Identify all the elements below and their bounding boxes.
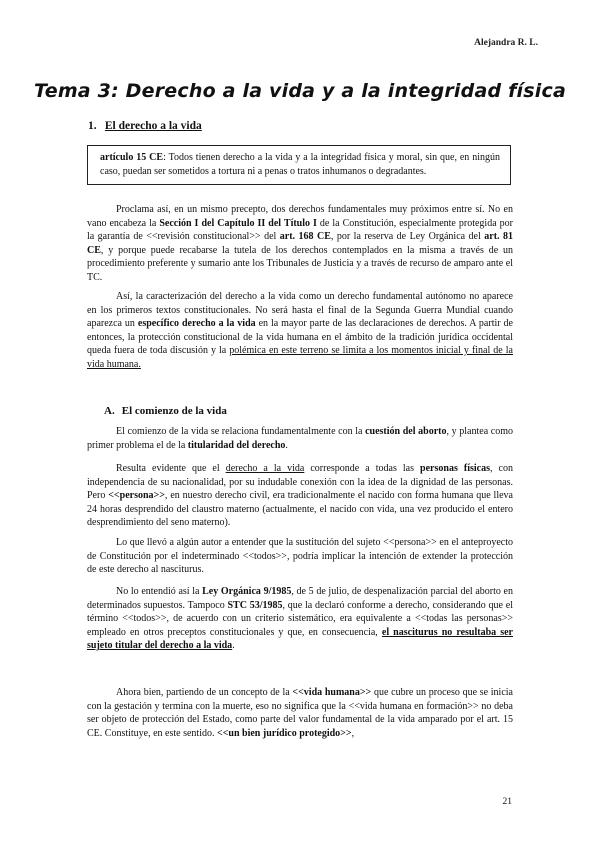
bold-run: específico derecho a la vida (137, 318, 256, 329)
paragraph-6 (87, 585, 513, 653)
text-run: , que la declaró conforme a derecho, considerando que el término <<todos>>, de acuerdo con un criterio sistemático, era equivalente a <<todas las personas>> empleado en otros preceptos constitucionales y que, en consecuencia, (87, 599, 513, 638)
bold-run: <<vida humana>> (292, 687, 372, 698)
text-run: . (285, 439, 288, 451)
page-title: Tema 3: Derecho a la vida y a la integridad física (34, 80, 566, 102)
text-run: . (232, 640, 235, 651)
section-number: 1. (88, 120, 97, 132)
bold-run: <<un bien jurídico protegido>> (217, 727, 352, 739)
section-title: El derecho a la vida (104, 120, 202, 132)
subsection-letter: A. (104, 405, 115, 417)
text-run: Así, la caracterización del derecho a la vida como un derecho fundamental autónomo no aparece en los primeros textos constitucionales. No será hasta el final de la Segunda Guerra Mundial cuando aparezca un (87, 291, 513, 329)
bold-run: Sección I del Capítulo II del Título I (159, 217, 317, 229)
bold-run: STC 53/1985 (227, 599, 283, 611)
section-heading (88, 120, 202, 132)
paragraph-4 (87, 462, 513, 530)
text-run: , y plantea como primer problema el de la (87, 426, 514, 451)
bold-run: Ley Orgánica 9/1985 (202, 586, 292, 597)
bold-run: <<persona>> (108, 490, 165, 501)
text-run: Resulta evidente que el (116, 463, 226, 474)
text-run: Proclama así, en un mismo precepto, dos derechos fundamentales muy próximos entre sí. No en vano encabeza la (87, 204, 513, 229)
bold-run: cuestión del aborto (365, 426, 447, 437)
bold-run: titularidad del derecho (187, 439, 286, 451)
page-number: 21 (502, 797, 512, 807)
subsection-heading (104, 405, 227, 417)
underlined-run: polémica en este terreno se limita a los momentos inicial y final de la vida humana. (87, 345, 513, 370)
article-quote-box (87, 145, 511, 185)
paragraph-5 (87, 536, 513, 577)
text-run: , por la reserva de Ley Orgánica del (330, 231, 485, 242)
underlined-run: derecho a la vida (225, 463, 305, 474)
text-run: corresponde a todas las (304, 463, 421, 474)
bold-run: personas físicas (420, 463, 490, 474)
author-header: Alejandra R. L. (474, 38, 538, 48)
text-run: El comienzo de la vida se relaciona fundamentalmente con la (116, 426, 366, 437)
text-run: Lo que llevó a algún autor a entender que la sustitución del sujeto <<persona>> en el anteproyecto de Constitución por el indeterminado <<todos>>, podría implicar la intención de extender la protección de este derecho al nasciturus. (87, 537, 513, 575)
paragraph-2 (87, 290, 513, 371)
paragraph-1 (87, 203, 513, 284)
text-run: Ahora bien, partiendo de un concepto de la (116, 687, 293, 698)
article-reference: artículo 15 CE (100, 152, 164, 163)
subsection-title: El comienzo de la vida (121, 405, 227, 417)
text-run: en la mayor parte de las declaraciones de derechos. A partir de entonces, la protección constitucional de la vida humana en el ámbito de la tradición jurídica occidental queda fuera de toda discusión y la (87, 318, 513, 356)
paragraph-3 (87, 425, 513, 452)
text-run: que cubre un proceso que se inicia con la gestación y termina con la muerte, eso no significa que la <<vida humana en formación>> no deba ser objeto de protección del Estado, como parte del valor fundamental de la vida amparado por el art. 15 CE. Constituye, en este sentido. (87, 687, 513, 739)
text-run: No lo entendió así la (116, 586, 203, 597)
text-run: , con independencia de su nacionalidad, por su indudable conexión con la idea de la dignidad de las personas. Pero (87, 463, 513, 501)
text-run: , de 5 de julio, de despenalización parcial del aborto en determinados supuestos. Tampoco (87, 586, 513, 611)
bold-underlined-run: el nasciturus no resultaba ser sujeto titular del derecho a la vida (87, 626, 513, 651)
text-run: , (351, 727, 355, 739)
bold-run: art. 81 CE (87, 231, 513, 256)
text-run: , y porque puede recabarse la tutela de los derechos contemplados en la misma a través de un procedimiento preferente y sumario ante los Tribunales de Justicia y a través de recurso de amparo ante el TC. (87, 244, 513, 283)
text-run: , en nuestro derecho civil, era tradicionalmente el nacido con forma humana que lleva 24 horas desprendido del claustro materno (actualmente, el nacido con vida, una vez producido el entero desprendimiento del seno materno). (87, 490, 513, 528)
bold-run: art. 168 CE (279, 231, 331, 242)
paragraph-7 (87, 686, 513, 740)
article-text: : Todos tienen derecho a la vida y a la integridad física y moral, sin que, en ningún caso, puedan ser sometidos a tortura ni a penas o tratos inhumanos o degradantes. (100, 152, 501, 177)
text-run: de la Constitución, especialmente protegida por la garantía de <<revisión constitucional>> del (87, 217, 513, 242)
